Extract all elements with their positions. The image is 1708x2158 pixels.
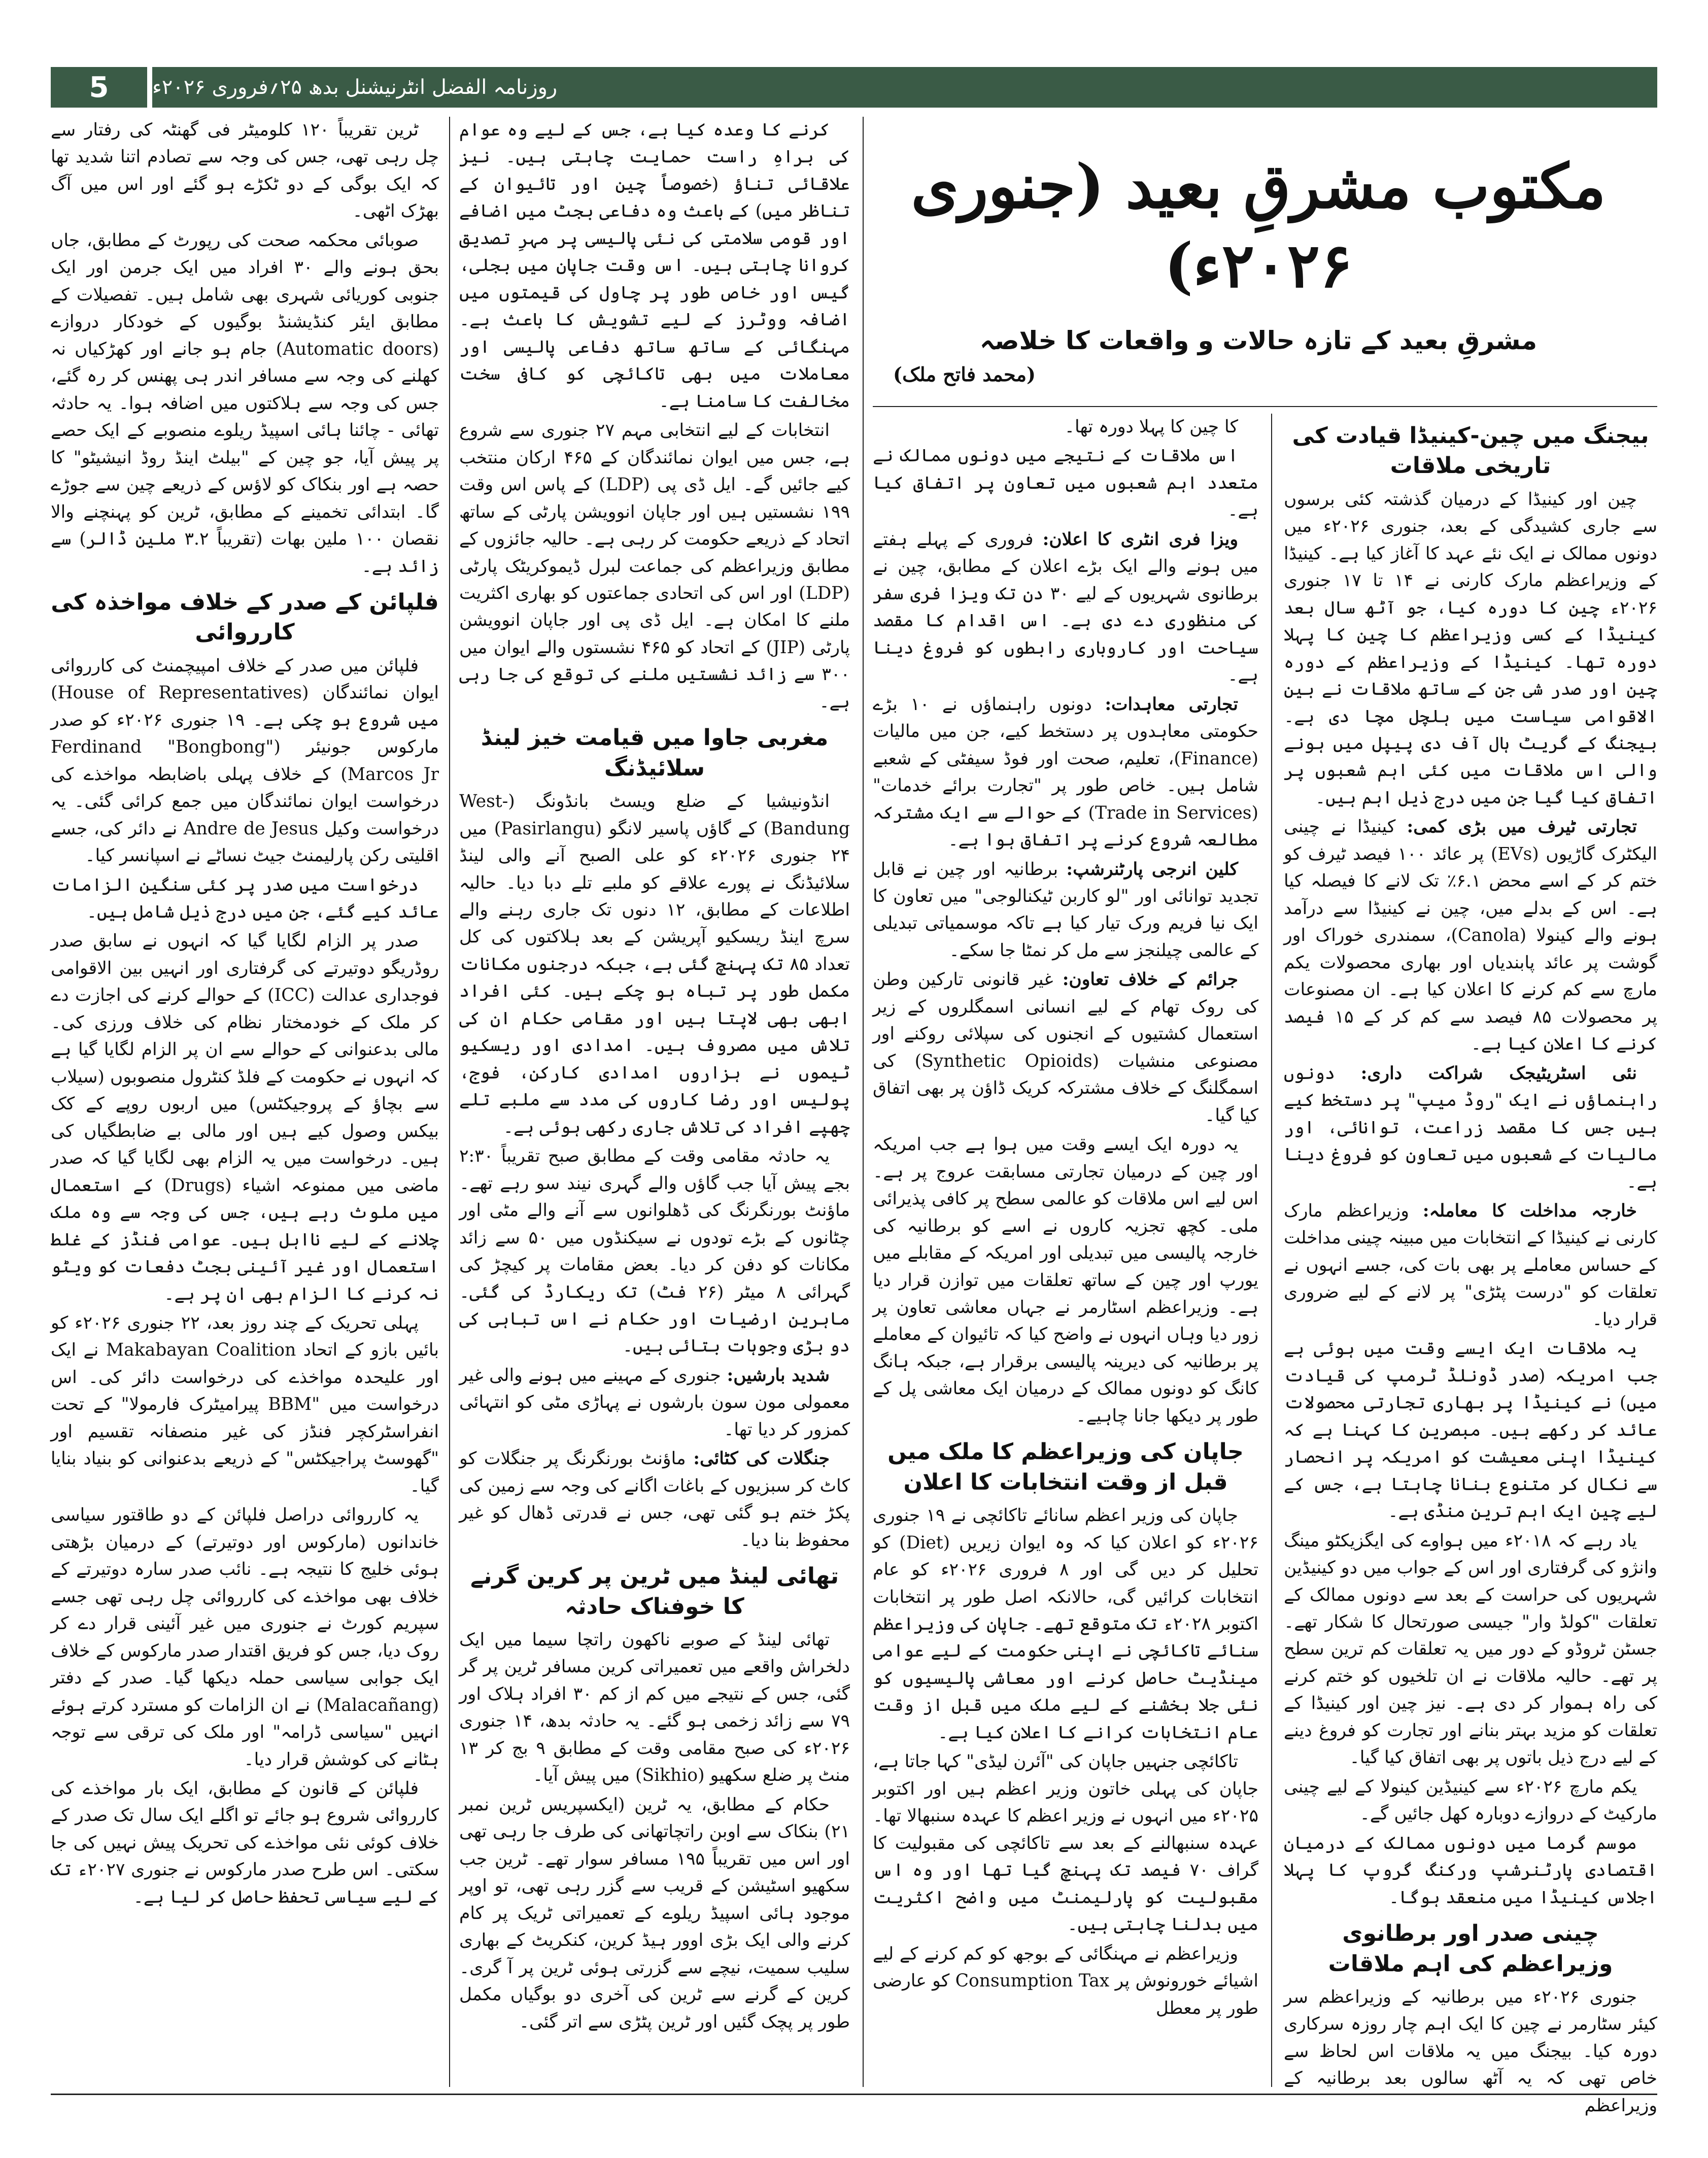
footer-rule	[51, 2094, 1657, 2095]
article-author: (محمد فاتح ملک)	[893, 363, 1036, 386]
paragraph: شدید بارشیں: جنوری کے مہینے میں ہونے والی غیر معمولی مون سون بارشوں نے پہاڑی مٹی کو انتہائی کمزور کر دیا تھا۔	[459, 1365, 850, 1440]
paragraph: تاکائچی جنہیں جاپان کی "آئرن لیڈی" کہا جاتا ہے، جاپان کی پہلی خاتون وزیر اعظم ہیں اور اکتوبر ۲۰۲۵ء میں انہوں نے وزیر اعظم کا عہدہ سنبھالا تھا۔ عہدہ سنبھالنے کے بعد سے تاکائچی کی مقبولیت کا گراف ۷۰ فیصد تک پہنچ گیا تھا اور وہ اس مقبولیت کو پارلیمنٹ میں واضح اکثریت میں بدلنا چاہتی ہیں۔	[873, 1751, 1258, 1935]
section-heading: بیجنگ میں چین-کینیڈا قیادت کی تاریخی ملاقات	[1292, 423, 1649, 479]
paragraph: صدر پر الزام لگایا گیا کہ انہوں نے سابق صدر روڈریگو دوتیرتے کی گرفتاری اور انہیں بین الاقوامی فوجداری عدالت (ICC) کے حوالے کرنے کی اجازت دے کر ملک کے خودمختار نظام کی خلاف ورزی کی۔ مالی بدعنوانی کے حوالے سے ان پر الزام لگایا گیا ہے کہ انہوں نے حکومت کے فلڈ کنٹرول منصوبوں (سیلاب سے بچاؤ کے پروجیکٹس) میں اربوں روپے کے کک بیکس وصول کیے ہیں اور مالی بے ضابطگیاں کی ہیں۔ درخواست میں یہ الزام بھی لگایا گیا کہ صدر ماضی میں ممنوعہ اشیاء (Drugs) کے استعمال میں ملوث رہے ہیں، جس کی وجہ سے وہ ملک چلانے کے لیے نااہل ہیں۔ عوامی فنڈز کے غلط استعمال اور غیر آئینی بجٹ دفعات کو ویٹو نہ کرنے کا الزام بھی ان پر ہے۔	[51, 931, 439, 1304]
paragraph: پہلی تحریک کے چند روز بعد، ۲۲ جنوری ۲۰۲۶ء کو بائیں بازو کے اتحاد Makabayan Coalition نے ایک اور علیحدہ مواخذے کی درخواست دائر کی۔ اس درخواست میں "BBM پیرامیٹرک فارمولا" کے تحت انفراسٹرکچر فنڈز کی غیر منصفانہ تقسیم اور "گھوسٹ پراجیکٹس" کے ذریعے بدعنوانی کو بنیاد بنایا گیا۔	[51, 1313, 439, 1496]
article-subtitle: مشرقِ بعید کے تازہ حالات و واقعات کا خلاصہ	[979, 326, 1538, 355]
paragraph: موسم گرما میں دونوں ممالک کے درمیان اقتصادی پارٹنرشپ ورکنگ گروپ کا پہلا اجلاس کینیڈا میں منعقد ہوگا۔	[1284, 1833, 1657, 1908]
paragraph: جاپان کی وزیر اعظم سانائے تاکائچی نے ۱۹ جنوری ۲۰۲۶ء کو اعلان کیا کہ وہ ایوان زیریں (Diet) کو تحلیل کر دیں گی اور ۸ فروری ۲۰۲۶ء کو عام انتخابات کرائیں گی، حالانکہ اصل طور پر انتخابات اکتوبر ۲۰۲۸ء تک متوقع تھے۔ جاپان کی وزیراعظم سنائے تاکائچی نے اپنی حکومت کے لیے عوامی مینڈیٹ حاصل کرنے اور معاشی پالیسیوں کو نئی جلا بخشنے کے لیے ملک میں قبل از وقت عام انتخابات کرانے کا اعلان کیا ہے۔	[873, 1505, 1258, 1743]
paragraph: خارجہ مداخلت کا معاملہ: وزیراعظم مارک کارنی نے کینیڈا کے انتخابات میں مبینہ چینی مداخلت کے حساس معاملے پر بھی بات کی، جسے انہوں نے تعلقات کو "درست پٹڑی" پر لانے کے لیے ضروری قرار دیا۔	[1284, 1200, 1657, 1330]
paragraph: تجارتی معاہدات: دونوں راہنماؤں نے ۱۰ بڑے حکومتی معاہدوں پر دستخط کیے، جن میں مالیات (Finance)، تعلیم، صحت اور فوڈ سیفٹی کے شعبے شامل ہیں۔ خاص طور پر "تجارت برائے خدمات" (Trade in Services) کے حوالے سے ایک مشترکہ مطالعہ شروع کرنے پر اتفاق ہوا ہے۔	[873, 694, 1258, 851]
paragraph: جنوری ۲۰۲۶ء میں برطانیہ کے وزیراعظم سر کیئر سٹارمر نے چین کا ایک اہم چار روزہ سرکاری دورہ کیا۔ بیجنگ میں یہ ملاقات اس لحاظ سے خاص تھی کہ یہ آٹھ سالوں بعد برطانیہ کے وزیراعظم	[1284, 1986, 1657, 2116]
paragraph: کا چین کا پہلا دورہ تھا۔	[1064, 417, 1238, 437]
paragraph: صوبائی محکمہ صحت کی رپورٹ کے مطابق، جاں بحق ہونے والے ۳۰ افراد میں ایک جرمن اور ایک جنوبی کوریائی شہری بھی شامل ہیں۔ تفصیلات کے مطابق ایئر کنڈیشنڈ بوگیوں کے خودکار دروازے (Automatic doors) جام ہو جانے اور کھڑکیاں نہ کھلنے کی وجہ سے مسافر اندر ہی پھنس کر رہ گئے، جس کی وجہ سے ہلاکتوں میں اضافہ ہوا۔ یہ حادثہ تھائی - چائنا ہائی اسپیڈ ریلوے منصوبے کے ایک حصے پر پیش آیا، جو چین کے "بیلٹ اینڈ روڈ انیشیٹو" کا حصہ ہے اور بنکاک کو لاؤس کے ذریعے چین سے جوڑے گا۔ ابتدائی تخمینے کے مطابق، ٹرین کو پہنچنے والا نقصان ۱۰۰ ملین بھات (تقریباً ۳.۲ ملین ڈالر) سے زائد ہے۔	[51, 230, 439, 577]
column-2	[873, 414, 1258, 2087]
paragraph: یہ کارروائی دراصل فلپائن کے دو طاقتور سیاسی خاندانوں (مارکوس اور دوتیرتے) کے درمیان بڑھتی ہوئی خلیج کا نتیجہ ہے۔ نائب صدر سارہ دوتیرتے کے خلاف بھی مواخذے کی کارروائی چل رہی تھی جسے سپریم کورٹ نے جنوری میں غیر آئینی قرار دے کر روک دیا، جس کو فریق اقتدار صدر مارکوس کے خلاف ایک جوابی سیاسی حملہ دیکھا گیا۔ صدر کے دفتر (Malacañang) نے ان الزامات کو مسترد کرتے ہوئے انہیں "سیاسی ڈرامہ" اور ملک کی ترقی سے توجہ ہٹانے کی کوشش قرار دیا۔	[51, 1505, 439, 1770]
paragraph: چین اور کینیڈا کے درمیان گذشتہ کئی برسوں سے جاری کشیدگی کے بعد، جنوری ۲۰۲۶ء میں دونوں ممالک نے ایک نئے عہد کا آغاز کیا ہے۔ کینیڈا کے وزیراعظم مارک کارنی نے ۱۴ تا ۱۷ جنوری ۲۰۲۶ء چین کا دورہ کیا، جو آٹھ سال بعد کینیڈا کے کسی وزیراعظم کا چین کا پہلا دورہ تھا۔ کینیڈا کے وزیراعظم کے دورہ چین اور صدر شی جن کے ساتھ ملاقات نے بین الاقوامی سیاست میں ہلچل مچا دی ہے۔ بیجنگ کے گریٹ ہال آف دی پیپل میں ہونے والی اس ملاقات میں کئی اہم شعبوں پر اتفاق کیا گیا جن میں درج ذیل اہم ہیں۔	[1284, 489, 1658, 808]
paragraph: یکم مارچ ۲۰۲۶ء سے کینیڈین کینولا کے لیے چینی مارکیٹ کے دروازے دوبارہ کھل جائیں گے۔	[1284, 1776, 1657, 1825]
paragraph: حکام کے مطابق، یہ ٹرین (ایکسپریس ٹرین نمبر ۲۱) بنکاک سے اوبن راتچاتھانی کی طرف جا رہی تھی اور اس میں تقریباً ۱۹۵ مسافر سوار تھے۔ ٹرین جب سکھیو اسٹیشن کے قریب سے گزر رہی تھی، تو اوپر موجود ہائی اسپیڈ ریلوے کے تعمیراتی ٹریک پر کام کرنے والی ایک بڑی اوور ہیڈ کرین، کنکریٹ کے بھاری سلیب سمیت، نیچے سے گزرتی ہوئی ٹرین پر آ گری۔ کرین کے گرنے سے ٹرین کی آخری دو بوگیاں مکمل طور پر پچک گئیں اور ٹرین پٹڑی سے اتر گئی۔	[459, 1794, 850, 2032]
page-header	[51, 67, 1708, 108]
paragraph: اس ملاقات کے نتیجے میں دونوں ممالک نے متعدد اہم شعبوں میں تعاون پر اتفاق کیا ہے۔	[873, 446, 1258, 521]
section-heading: چینی صدر اور برطانوی وزیراعظم کی اہم ملاقات	[1328, 1920, 1613, 1977]
column-separator	[449, 117, 450, 2087]
paragraph: درخواست میں صدر پر کئی سنگین الزامات عائد کیے گئے، جن میں درج ذیل شامل ہیں۔	[51, 874, 439, 922]
paragraph: کرنے کا وعدہ کیا ہے، جس کے لیے وہ عوام کی براہِ راست حمایت چاہتی ہیں۔ نیز علاقائی تناؤ (خصوصاً چین اور تائیوان کے تناظر میں) کے باعث وہ دفاعی بجٹ میں اضافے اور قومی سلامتی کی نئی پالیسی پر مہرِ تصدیق کروانا چاہتی ہیں۔ اس وقت جاپان میں بجلی، گیس اور خاص طور پر چاول کی قیمتوں میں اضافہ ووٹرز کے لیے تشویش کا باعث ہے۔ مہنگائی کے ساتھ ساتھ دفاعی پالیسی اور معاملات میں بھی تاکائچی کو کافی سخت مخالفت کا سامنا ہے۔	[459, 120, 850, 412]
page-number: 5	[51, 67, 147, 108]
paragraph: یہ حادثہ مقامی وقت کے مطابق صبح تقریباً ۲:۳۰ بجے پیش آیا جب گاؤں والے گہری نیند سو رہے تھے۔ ماؤنٹ بورنگرنگ کی ڈھلوانوں سے آنے والے مٹی اور چٹانوں کے بڑے تودوں نے سیکنڈوں میں ۵۰ سے زائد مکانات کو دفن کر دیا۔ بعض مقامات پر کیچڑ کی گہرائی ۸ میٹر (۲۶ فٹ) تک ریکارڈ کی گئی۔ ماہرین ارضیات اور حکام نے اس تباہی کی دو بڑی وجوہات بتائی ہیں۔	[459, 1146, 850, 1357]
column-3	[459, 117, 850, 2087]
paragraph: نئی اسٹریٹیجک شراکت داری: دونوں راہنماؤں نے ایک "روڈ میپ" پر دستخط کیے ہیں جس کا مقصد زراعت، توانائی، اور مالیات کے شعبوں میں تعاون کو فروغ دینا ہے۔	[1284, 1063, 1657, 1192]
section-heading: تھائی لینڈ میں ٹرین پر کرین گرنے کا خوفناک حادثہ	[470, 1563, 839, 1620]
column-4	[51, 117, 439, 2087]
paragraph: ویزا فری انٹری کا اعلان: فروری کے پہلے ہفتے میں ہونے والے ایک بڑے اعلان کے مطابق، چین نے برطانوی شہریوں کے لیے ۳۰ دن تک ویزا فری سفر کی منظوری دے دی ہے۔ اس اقدام کا مقصد سیاحت اور کاروباری رابطوں کو فروغ دینا ہے۔	[873, 529, 1258, 686]
column-separator	[1271, 414, 1272, 2087]
section-heading: فلپائن کے صدر کے خلاف مواخذہ کی کارروائی	[51, 589, 439, 646]
article-masthead	[873, 117, 1644, 401]
paragraph: انڈونیشیا کے ضلع ویسٹ بانڈونگ (West-Bandung) کے گاؤں پاسیر لانگو (Pasirlangu) میں ۲۴ جنوری ۲۰۲۶ء کو علی الصبح آنے والی لینڈ سلائیڈنگ نے پورے علاقے کو ملبے تلے دبا دیا۔ حالیہ اطلاعات کے مطابق، ۱۲ دنوں تک جاری رہنے والے سرچ اینڈ ریسکیو آپریشن کے بعد ہلاکتوں کی کل تعداد ۸۵ تک پہنچ گئی ہے، جبکہ درجنوں مکانات مکمل طور پر تباہ ہو چکے ہیں۔ کئی افراد ابھی بھی لاپتا ہیں اور مقامی حکام ان کی تلاش میں مصروف ہیں۔ امدادی اور ریسکیو ٹیموں نے ہزاروں امدادی کارکن، فوج، پولیس اور رضا کاروں کی مدد سے ملبے تلے چھپے افراد کی تلاش جاری رکھی ہوئی ہے۔	[459, 791, 850, 1137]
column-1	[1284, 414, 1658, 2116]
paragraph: جنگلات کی کٹائی: ماؤنٹ بورنگرنگ پر جنگلات کو کاٹ کر سبزیوں کے باغات اگانے کی وجہ سے زمین کی پکڑ ختم ہو گئی تھی، جس نے قدرتی ڈھال کو غیر محفوظ بنا دیا۔	[459, 1448, 850, 1550]
paragraph: یہ ملاقات ایک ایسے وقت میں ہوئی ہے جب امریکہ (صدر ڈونلڈ ٹرمپ کی قیادت میں) نے کینیڈا پر بھاری تجارتی محصولات عائد کر رکھے ہیں۔ مبصرین کا کہنا ہے کہ کینیڈا اپنی معیشت کو امریکہ پر انحصار سے نکال کر متنوع بنانا چاہتا ہے، جس کے لیے چین ایک اہم ترین منڈی ہے۔	[1284, 1338, 1657, 1522]
column-separator	[863, 117, 864, 2087]
paragraph: تجارتی ٹیرف میں بڑی کمی: کینیڈا نے چینی الیکٹرک گاڑیوں (EVs) پر عائد ۱۰۰ فیصد ٹیرف کو ختم کر کے اسے محض ۶.۱٪ تک لانے کا فیصلہ کیا ہے۔ اس کے بدلے میں، چین نے کینیڈا سے درآمد ہونے والے کینولا (Canola)، سمندری خوراک اور گوشت پر عائد پابندیاں اور بھاری محصولات یکم مارچ سے کم کرنے کا اعلان کیا ہے۔ ان مصنوعات پر محصولات ۸۵ فیصد سے کم کر کے ۱۵ فیصد کرنے کا اعلان کیا ہے۔	[1284, 817, 1657, 1055]
paragraph: جرائم کے خلاف تعاون: غیر قانونی تارکین وطن کی روک تھام کے لیے انسانی اسمگلروں کے زیر استعمال کشتیوں کے انجنوں کی سپلائی روکنے اور مصنوعی منشیات (Synthetic Opioids) کی اسمگلنگ کے خلاف مشترکہ کریک ڈاؤن پر بھی اتفاق کیا گیا۔	[873, 969, 1259, 1126]
paragraph: تھائی لینڈ کے صوبے ناکھون راتچا سیما میں ایک دلخراش واقعے میں تعمیراتی کرین مسافر ٹرین پر گر گئی، جس کے نتیجے میں کم از کم ۳۰ افراد ہلاک اور ۷۹ سے زائد زخمی ہو گئے۔ یہ حادثہ بدھ، ۱۴ جنوری ۲۰۲۶ء کی صبح مقامی وقت کے مطابق ۹ بج کر ۱۳ منٹ پر ضلع سکھیو (Sikhio) میں پیش آیا۔	[459, 1630, 850, 1786]
article-title: مکتوب مشرقِ بعید (جنوری ۲۰۲۶ء)	[911, 151, 1606, 301]
section-heading: جاپان کی وزیراعظم کا ملک میں قبل از وقت انتخابات کا اعلان	[887, 1439, 1244, 1495]
paragraph: وزیراعظم نے مہنگائی کے بوجھ کو کم کرنے کے لیے اشیائے خورونوش پر Consumption Tax کو عارضی طور پر معطل	[873, 1943, 1258, 2018]
paragraph: فلپائن میں صدر کے خلاف امپیچمنٹ کی کارروائی ایوان نمائندگان (House of Representatives) میں شروع ہو چکی ہے۔ ۱۹ جنوری ۲۰۲۶ء کو صدر مارکوس جونیئر (Ferdinand "Bongbong" Marcos Jr) کے خلاف پہلی باضابطہ مواخذے کی درخواست ایوان نمائندگان میں جمع کرائی گئی۔ یہ درخواست وکیل Andre de Jesus نے دائر کی، جسے اقلیتی رکن پارلیمنٹ جیٹ نساٹے نے اسپانسر کیا۔	[51, 655, 439, 866]
paragraph: یاد رہے کہ ۲۰۱۸ء میں ہواوے کی ایگزیکٹو مینگ وانژو کی گرفتاری اور اس کے جواب میں دو کینیڈین شہریوں کی حراست کے بعد سے دونوں ممالک کے تعلقات "کولڈ وار" جیسی صورتحال کا شکار تھے۔ جسٹن ٹروڈو کے دور میں یہ تعلقات کم ترین سطح پر تھے۔ حالیہ ملاقات نے ان تلخیوں کو ختم کرنے کی راہ ہموار کر دی ہے۔ نیز چین اور کینیڈا کے تعلقات کو مزید بہتر بنانے اور تجارت کو فروغ دینے کے لیے درج ذیل باتوں پر بھی اتفاق کیا گیا۔	[1284, 1530, 1657, 1768]
paragraph: یہ دورہ ایک ایسے وقت میں ہوا ہے جب امریکہ اور چین کے درمیان تجارتی مسابقت عروج پر ہے۔ اس لیے اس ملاقات کو عالمی سطح پر کافی پذیرائی ملی۔ کچھ تجزیہ کاروں نے اسے کو برطانیہ کی خارجہ پالیسی میں تبدیلی اور امریکہ کے مقابلے میں یورپ اور چین کے ساتھ تعلقات میں توازن قرار دیا ہے۔ وزیراعظم اسٹارمر نے جہاں معاشی تعاون پر زور دیا وہاں انہوں نے واضح کیا کہ تائیوان کے معاملے پر برطانیہ کی دیرینہ پالیسی برقرار ہے، جبکہ ہانگ کانگ کو دونوں ممالک کے درمیان ایک معاشی پل کے طور پر دیکھا جانا چاہیے۔	[873, 1134, 1258, 1426]
masthead-divider	[873, 406, 1657, 407]
paragraph: فلپائن کے قانون کے مطابق، ایک بار مواخذے کی کارروائی شروع ہو جائے تو اگلے ایک سال تک صدر کے خلاف کوئی نئی مواخذے کی تحریک پیش نہیں کی جا سکتی۔ اس طرح صدر مارکوس نے جنوری ۲۰۲۷ء تک کے لیے سیاسی تحفظ حاصل کر لیا ہے۔	[51, 1778, 439, 1907]
newspaper-info-bar: روزنامہ الفضل انٹرنیشنل بدھ ۲۵؍فروری ۲۰۲۶ء	[152, 67, 1657, 108]
paragraph: انتخابات کے لیے انتخابی مہم ۲۷ جنوری سے شروع ہے، جس میں ایوان نمائندگان کے ۴۶۵ ارکان منتخب کیے جائیں گے۔ ایل ڈی پی (LDP) کے پاس اس وقت ۱۹۹ نشستیں ہیں اور جاپان انوویشن پارٹی کے ساتھ اتحاد کے ذریعے حکومت کر رہی ہے۔ حالیہ جائزوں کے مطابق وزیراعظم کی جماعت لبرل ڈیموکریٹک پارٹی (LDP) اور اس کی اتحادی جماعتوں کو بھاری اکثریت ملنے کا امکان ہے۔ ایل ڈی پی اور جاپان انوویشن پارٹی (JIP) کے اتحاد کو ۴۶۵ نشستوں والے ایوان میں ۳۰۰ سے زائد نشستیں ملنے کی توقع کی جا رہی ہے۔	[459, 420, 850, 712]
paragraph: کلین انرجی پارٹنرشپ: برطانیہ اور چین نے قابل تجدید توانائی اور "لو کاربن ٹیکنالوجی" میں تعاون کا ایک نیا فریم ورک تیار کیا ہے تاکہ موسمیاتی تبدیلی کے عالمی چیلنجز سے مل کر نمٹا جا سکے۔	[873, 859, 1258, 961]
section-heading: مغربی جاوا میں قیامت خیز لینڈ سلائیڈنگ	[481, 725, 829, 781]
paragraph: ٹرین تقریباً ۱۲۰ کلومیٹر فی گھنٹہ کی رفتار سے چل رہی تھی، جس کی وجہ سے تصادم اتنا شدید تھا کہ ایک بوگی کے دو ٹکڑے ہو گئے اور اس میں آگ بھڑک اٹھی۔	[51, 120, 439, 222]
